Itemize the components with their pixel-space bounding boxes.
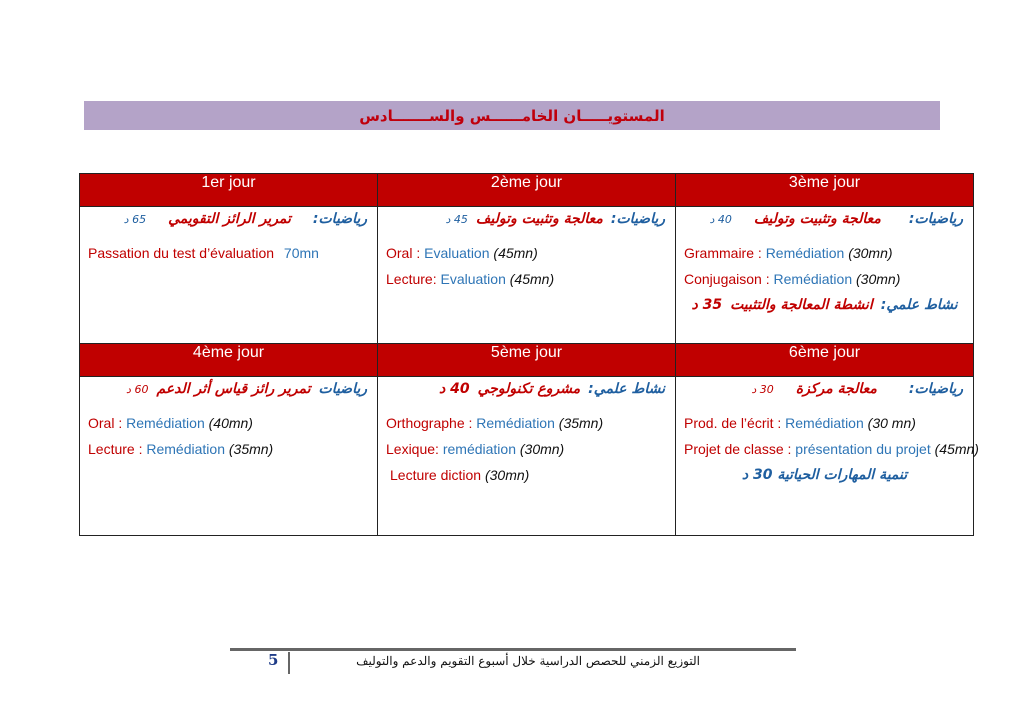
- session-line: [378, 271, 675, 287]
- session-duration: (45mn): [934, 441, 979, 457]
- session-label: Lecture :: [88, 441, 147, 457]
- session-duration: (40mn): [208, 415, 253, 431]
- activity-arabic: مشروع تكنولوجي: [477, 381, 581, 397]
- day-cell: [676, 207, 974, 344]
- session-duration: (30 mn): [867, 415, 916, 431]
- extra-duration: 35 د: [691, 297, 723, 313]
- day-header: 6ème jour: [676, 344, 974, 377]
- session-line: [378, 467, 675, 483]
- arabic-row: [676, 207, 973, 227]
- day-cell: [378, 207, 676, 344]
- activity-arabic: تمرير رائز قياس أثر الدعم: [156, 381, 311, 397]
- session-label: Lexique:: [386, 441, 443, 457]
- session-label: Prod. de l’écrit :: [684, 415, 786, 431]
- session-activity: Evaluation: [440, 271, 506, 287]
- duration-arabic: 65 د: [123, 213, 147, 226]
- arabic-extra-row: [676, 457, 973, 483]
- day-header: 4ème jour: [80, 344, 378, 377]
- arabic-row: [676, 377, 973, 397]
- schedule-row: [80, 377, 974, 536]
- session-duration: (35mn): [228, 441, 274, 457]
- session-line: [80, 415, 377, 431]
- session-line: [676, 245, 973, 261]
- subject-label: نشاط علمي:: [588, 381, 665, 397]
- session-activity: Remédiation: [146, 441, 225, 457]
- duration-arabic: 40 د: [709, 213, 732, 226]
- session-activity: Evaluation: [424, 245, 490, 261]
- session-line: [676, 441, 979, 457]
- day-cell: [676, 377, 979, 536]
- session-label: Oral :: [386, 245, 425, 261]
- day-cell: [80, 377, 378, 536]
- session-duration: (30mn): [484, 467, 530, 483]
- day-header: 1er jour: [80, 174, 378, 207]
- subject-label: رياضيات:: [610, 211, 665, 227]
- extra-prefix: نشاط علمي:: [880, 297, 958, 313]
- session-activity: Remédiation: [765, 245, 845, 261]
- session-label: Orthographe :: [386, 415, 477, 431]
- session-line: [378, 441, 675, 457]
- session-activity: présentation du projet: [795, 441, 931, 457]
- day-header-row: [80, 344, 974, 377]
- session-activity: Remédiation: [476, 415, 555, 431]
- day-header: 5ème jour: [378, 344, 676, 377]
- session-label: Lecture:: [386, 271, 441, 287]
- arabic-row: [378, 377, 675, 397]
- duration-arabic: 40 د: [438, 381, 470, 397]
- session-duration: 70mn: [283, 245, 319, 261]
- page-title: المستويـــــان الخامــــــس والســـــــادس: [359, 106, 665, 125]
- day-cell: [378, 377, 676, 536]
- session-line: [676, 415, 973, 431]
- session-activity: Remédiation: [773, 271, 853, 287]
- activity-arabic: معالجة وتثبيت وتوليف: [753, 211, 881, 227]
- arabic-row: [80, 207, 377, 227]
- session-label: Oral :: [88, 415, 127, 431]
- subject-label: رياضيات: [318, 381, 367, 397]
- session-duration: (30mn): [848, 245, 893, 261]
- day-header: 3ème jour: [676, 174, 974, 207]
- duration-arabic: 30 د: [751, 383, 774, 396]
- activity-arabic: تمرير الرائز التقويمي: [168, 211, 291, 227]
- footer-text: التوزيع الزمني للحصص الدراسية خلال أسبوع التقويم والدعم والتوليف: [356, 654, 700, 668]
- session-line: [378, 415, 675, 431]
- session-line: [80, 441, 377, 457]
- schedule-row: [80, 207, 974, 344]
- session-label: Grammaire :: [684, 245, 766, 261]
- session-activity: remédiation: [442, 441, 516, 457]
- session-duration: (45mn): [509, 271, 555, 287]
- session-duration: (30mn): [856, 271, 901, 287]
- arabic-extra-row: [676, 287, 973, 313]
- title-banner: [84, 101, 940, 130]
- day-header: 2ème jour: [378, 174, 676, 207]
- session-duration: (45mn): [493, 245, 538, 261]
- day-cell: [80, 207, 378, 344]
- session-line: [80, 245, 377, 261]
- session-activity: Remédiation: [126, 415, 205, 431]
- duration-arabic: 45 د: [445, 213, 468, 226]
- arabic-row: [378, 207, 675, 227]
- session-label: Conjugaison :: [684, 271, 774, 287]
- session-line: [378, 245, 675, 261]
- arabic-row: [80, 377, 377, 397]
- session-line: [676, 271, 973, 287]
- session-duration: (35mn): [558, 415, 604, 431]
- duration-arabic: 60 د: [126, 383, 149, 396]
- activity-arabic: معالجة وتثبيت وتوليف: [475, 211, 603, 227]
- footer-rule: [230, 648, 796, 651]
- session-label: Projet de classe :: [684, 441, 796, 457]
- session-activity: Remédiation: [785, 415, 864, 431]
- extra-activity: تنمية المهارات الحياتية 30 د: [741, 467, 908, 483]
- extra-activity: انشطة المعالجة والتثبيت: [730, 297, 873, 313]
- subject-label: رياضيات:: [908, 211, 963, 227]
- subject-label: رياضيات:: [312, 211, 367, 227]
- schedule-table: [79, 173, 979, 536]
- activity-arabic: معالجة مركزة: [795, 381, 877, 397]
- session-duration: (30mn): [519, 441, 565, 457]
- footer-divider: [288, 652, 290, 674]
- session-activity: Passation du test d’évaluation: [88, 245, 275, 261]
- subject-label: رياضيات:: [908, 381, 963, 397]
- page-number: 5: [268, 651, 279, 669]
- day-header-row: [80, 174, 974, 207]
- session-label: Lecture diction: [390, 467, 482, 483]
